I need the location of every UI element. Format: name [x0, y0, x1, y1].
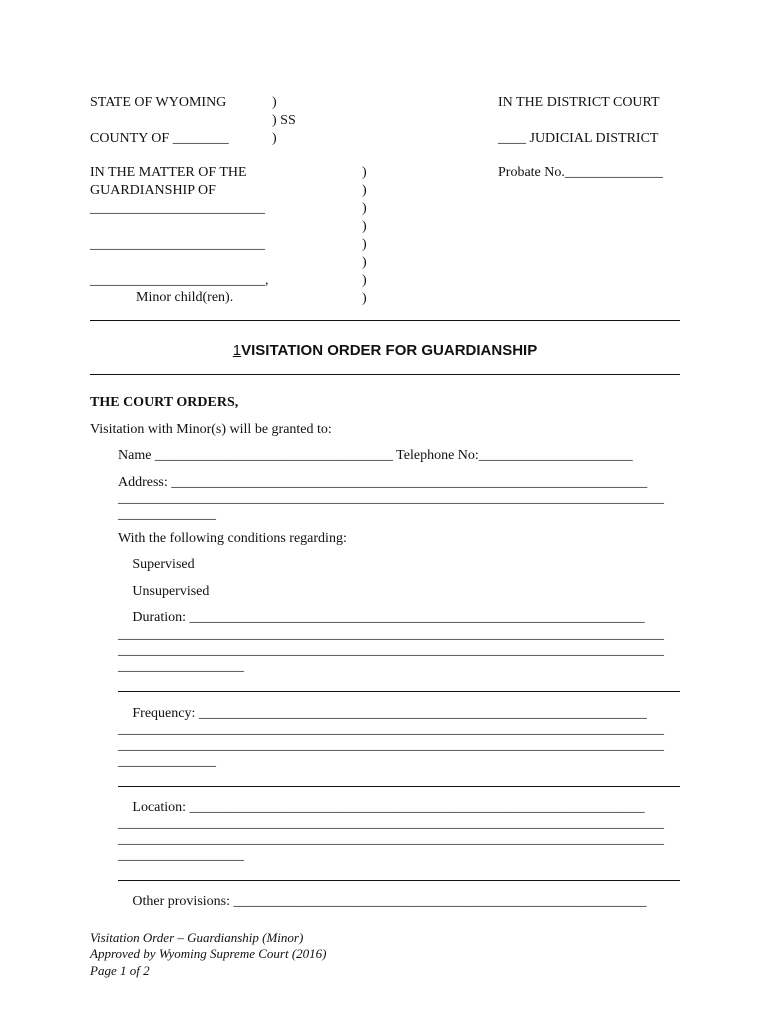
caption-paren: ) [362, 291, 367, 306]
footer-form-title: Visitation Order – Guardianship (Minor) [90, 930, 304, 945]
divider [90, 320, 680, 321]
matter-label: IN THE MATTER OF THE [90, 165, 247, 180]
footnote-marker: 1 [232, 342, 242, 359]
address-field-line[interactable]: ______________ [118, 507, 216, 522]
location-field-line[interactable]: ______________________________________________________________________________ [118, 832, 664, 847]
location-field[interactable]:   Location: _________________________________________________________________ [118, 800, 645, 815]
location-field-line[interactable]: __________________ [118, 848, 244, 863]
divider [118, 786, 680, 787]
address-field[interactable]: Address: ____________________________________________________________________ [118, 475, 648, 490]
divider [118, 880, 680, 881]
duration-field-line[interactable]: __________________ [118, 659, 244, 674]
frequency-field-line[interactable]: ______________________________________________________________________________ [118, 722, 664, 737]
address-field-line[interactable]: ______________________________________________________________________________ [118, 491, 664, 506]
ss-label: ) SS [272, 113, 296, 128]
duration-field-line[interactable]: ______________________________________________________________________________ [118, 643, 664, 658]
duration-field[interactable]:   Duration: _________________________________________________________________ [118, 610, 645, 625]
caption-paren: ) [362, 183, 367, 198]
granted-to-text: Visitation with Minor(s) will be granted to: [90, 422, 332, 437]
supervised-checkbox[interactable]:   Supervised [118, 557, 195, 572]
unsupervised-checkbox[interactable]:   Unsupervised [118, 584, 210, 599]
county-field[interactable]: COUNTY OF ________ [90, 131, 229, 146]
probate-field[interactable]: Probate No.______________ [498, 165, 663, 180]
caption-paren: ) [272, 131, 277, 146]
minor-name-field-3[interactable]: _________________________, [90, 273, 269, 288]
divider [118, 691, 680, 692]
caption-paren: ) [362, 219, 367, 234]
guardianship-label: GUARDIANSHIP OF [90, 183, 216, 198]
court-label: IN THE DISTRICT COURT [498, 95, 660, 110]
footer-approval: Approved by Wyoming Supreme Court (2016) [90, 946, 327, 961]
page-title [90, 343, 680, 358]
caption-paren: ) [362, 201, 367, 216]
minor-name-field-1[interactable]: _________________________ [90, 201, 265, 216]
duration-field-line[interactable]: ______________________________________________________________________________ [118, 627, 664, 642]
caption-paren: ) [362, 273, 367, 288]
caption-paren: ) [272, 95, 277, 110]
frequency-field-line[interactable]: ______________ [118, 754, 216, 769]
name-telephone-field[interactable]: Name __________________________________ Telephone No:______________________ [118, 448, 633, 463]
other-provisions-field[interactable]:   Other provisions: ___________________________________________________________ [118, 894, 647, 909]
caption-paren: ) [362, 165, 367, 180]
frequency-field[interactable]:   Frequency: ________________________________________________________________ [118, 706, 647, 721]
minor-name-field-2[interactable]: _________________________ [90, 237, 265, 252]
divider [90, 374, 680, 375]
footer-page-number: Page 1 of 2 [90, 963, 150, 978]
conditions-label: With the following conditions regarding: [118, 531, 347, 546]
minor-children-label: Minor child(ren). [136, 290, 234, 305]
frequency-field-line[interactable]: ______________________________________________________________________________ [118, 738, 664, 753]
district-field[interactable]: ____ JUDICIAL DISTRICT [498, 131, 659, 146]
caption-paren: ) [362, 255, 367, 270]
caption-paren: ) [362, 237, 367, 252]
location-field-line[interactable]: ______________________________________________________________________________ [118, 816, 664, 831]
title-text: VISITATION ORDER FOR GUARDIANSHIP [241, 342, 538, 359]
court-orders-heading: THE COURT ORDERS, [90, 395, 239, 410]
state-label: STATE OF WYOMING [90, 95, 227, 110]
